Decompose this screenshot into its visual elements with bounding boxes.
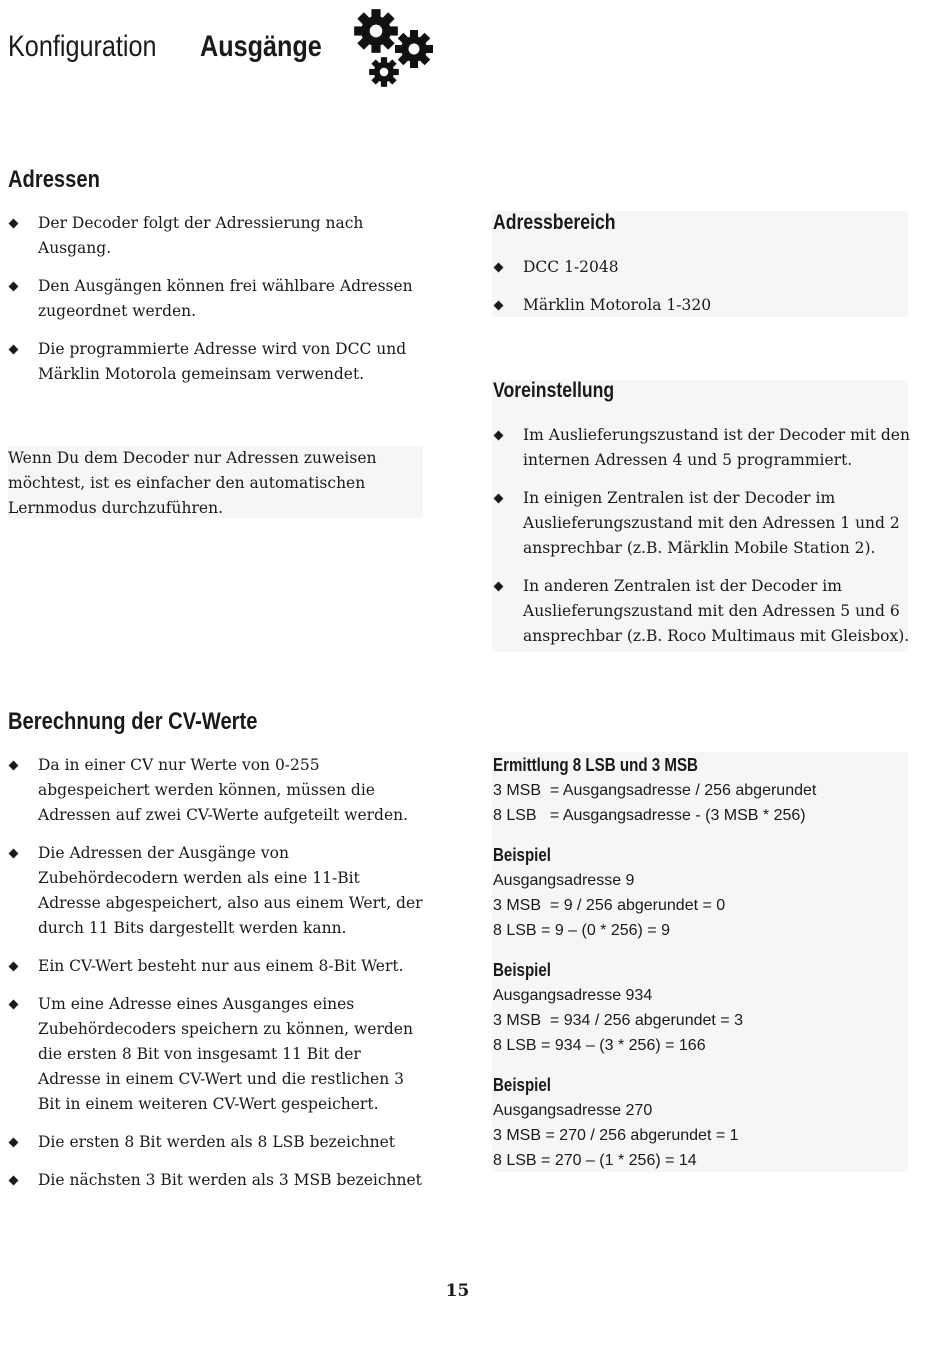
formula-line: 3 MSB = Ausgangsadresse / 256 abgerundet <box>493 782 817 799</box>
ermittlung-heading: Ermittlung 8 LSB und 3 MSB <box>493 755 698 775</box>
list-item: In einigen Zentralen ist der Decoder im Auslieferungszustand mit den Adressen 1 und 2 ansprechbar (z.B. Märklin Mobile Station 2). <box>493 486 911 561</box>
list-item: In anderen Zentralen ist der Decoder im Auslieferungszustand mit den Adressen 5 und 6 ansprechbar (z.B. Roco Multimaus mit Gleisbox). <box>493 574 911 649</box>
list-item: Die ersten 8 Bit werden als 8 LSB bezeichnet <box>8 1130 426 1155</box>
list-item: Im Auslieferungszustand ist der Decoder mit den internen Adressen 4 und 5 programmiert. <box>493 423 911 473</box>
list-item: Der Decoder folgt der Adressierung nach Ausgang. <box>8 211 423 261</box>
section-heading-voreinstellung: Voreinstellung <box>493 379 615 402</box>
example-line: 3 MSB = 934 / 256 abgerundet = 3 <box>493 1012 743 1029</box>
example-heading: Beispiel <box>493 960 551 980</box>
berechnung-list <box>8 753 426 1206</box>
page-subtitle: Ausgänge <box>200 30 322 63</box>
example-line: 3 MSB = 9 / 256 abgerundet = 0 <box>493 897 726 914</box>
note-text: Wenn Du dem Decoder nur Adressen zuweisen möchtest, ist es einfacher den automatischen Lernmodus durchzuführen. <box>8 449 377 517</box>
page-number: 15 <box>445 1281 470 1301</box>
voreinstellung-list <box>493 423 911 662</box>
list-item: Märklin Motorola 1-320 <box>493 293 908 318</box>
example-heading: Beispiel <box>493 845 551 865</box>
note-box <box>8 446 423 518</box>
list-item: Den Ausgängen können frei wählbare Adressen zugeordnet werden. <box>8 274 423 324</box>
section-heading-berechnung: Berechnung der CV-Werte <box>8 708 258 735</box>
adressen-list <box>8 211 423 400</box>
list-item: DCC 1-2048 <box>493 255 908 280</box>
formula-line: 8 LSB = Ausgangsadresse - (3 MSB * 256) <box>493 807 806 824</box>
section-heading-adressen: Adressen <box>8 166 100 193</box>
ermittlung-content <box>493 753 908 1173</box>
list-item: Die programmierte Adresse wird von DCC und Märklin Motorola gemeinsam verwendet. <box>8 337 423 387</box>
example-line: 8 LSB = 934 – (3 * 256) = 166 <box>493 1037 706 1054</box>
page-title: Konfiguration <box>8 30 157 63</box>
example-line: 8 LSB = 9 – (0 * 256) = 9 <box>493 922 671 939</box>
list-item: Um eine Adresse eines Ausganges eines Zubehördecoders speichern zu können, werden die ersten 8 Bit von insgesamt 11 Bit der Adresse in einem CV-Wert und die restlichen 3 Bit in einem weiteren CV-Wert gespeichert. <box>8 992 426 1117</box>
example-heading: Beispiel <box>493 1075 551 1095</box>
example-line: 3 MSB = 270 / 256 abgerundet = 1 <box>493 1127 739 1144</box>
example-line: Ausgangsadresse 9 <box>493 872 635 889</box>
section-heading-adressbereich: Adressbereich <box>493 211 616 234</box>
example-line: Ausgangsadresse 270 <box>493 1102 653 1119</box>
list-item: Die Adressen der Ausgänge von Zubehördecodern werden als eine 11-Bit Adresse abgespeichert, also aus einem Wert, der durch 11 Bits dargestellt werden kann. <box>8 841 426 941</box>
gears-icon <box>352 6 438 90</box>
adressbereich-list <box>493 255 908 331</box>
list-item: Ein CV-Wert besteht nur aus einem 8-Bit Wert. <box>8 954 426 979</box>
example-line: 8 LSB = 270 – (1 * 256) = 14 <box>493 1152 697 1169</box>
example-line: Ausgangsadresse 934 <box>493 987 653 1004</box>
list-item: Die nächsten 3 Bit werden als 3 MSB bezeichnet <box>8 1168 426 1193</box>
list-item: Da in einer CV nur Werte von 0-255 abgespeichert werden können, müssen die Adressen auf zwei CV-Werte aufgeteilt werden. <box>8 753 426 828</box>
